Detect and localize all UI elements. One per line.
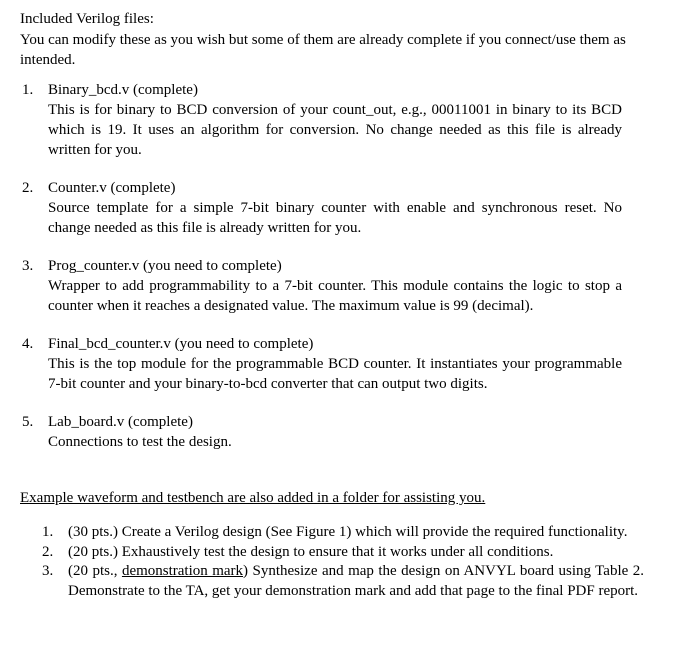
file-item-description: This is for binary to BCD conversion of your count_out, e.g., 00011001 in binary to its BCD which is 19. It uses an algorithm for conversion. No change needed as this file is already written for you. <box>48 102 622 158</box>
file-item-description: Connections to test the design. <box>48 434 232 450</box>
file-item-counter <box>22 178 622 238</box>
file-item-number: 5. <box>22 414 34 430</box>
task-text: (20 pts.) Exhaustively test the design to ensure that it works under all conditions. <box>68 543 554 560</box>
file-item-title: Final_bcd_counter.v (you need to complete) <box>48 336 314 352</box>
file-item-number: 2. <box>22 180 34 196</box>
example-section-heading: Example waveform and testbench are also added in a folder for assisting you. <box>20 490 486 506</box>
file-item-title: Binary_bcd.v (complete) <box>48 82 198 98</box>
file-item-description: Wrapper to add programmability to a 7-bit counter. This module contains the logic to stop a counter when it reaches a designated value. The maximum value is 99 (decimal). <box>48 278 622 314</box>
task-text-prefix: (20 pts., <box>68 563 122 579</box>
file-item-lab-board <box>22 412 622 452</box>
demonstration-mark-text: demonstration mark <box>121 563 244 579</box>
file-item-binary-bcd <box>22 80 622 160</box>
file-item-description: This is the top module for the programmable BCD counter. It instantiates your programmable 7-bit counter and your binary-to-bcd converter that can output two digits. <box>48 356 622 392</box>
intro-title: Included Verilog files: <box>20 11 154 27</box>
file-item-title: Prog_counter.v (you need to complete) <box>48 258 282 274</box>
file-item-number: 4. <box>22 336 34 352</box>
task-number: 2. <box>42 543 54 560</box>
document-page <box>20 10 660 70</box>
task-text: (30 pts.) Create a Verilog design (See Figure 1) which will provide the required functionality. <box>68 524 628 540</box>
file-item-title: Counter.v (complete) <box>48 180 176 196</box>
task-number: 3. <box>42 563 54 579</box>
file-item-number: 1. <box>22 82 34 98</box>
intro-section <box>20 10 660 70</box>
intro-body: You can modify these as you wish but some of them are already complete if you connect/use them as intended. <box>20 32 626 68</box>
file-item-final-bcd-counter <box>22 334 622 394</box>
task-text-suffix: ) Synthesize and map the design on ANVYL board using Table 2. Demonstrate to the TA, get your demonstration mark and add that page to the final PDF report. <box>68 563 644 599</box>
task-number: 1. <box>42 524 54 540</box>
task-item <box>42 543 644 563</box>
file-item-number: 3. <box>22 258 34 274</box>
verilog-file-list <box>22 80 622 452</box>
file-item-prog-counter <box>22 256 622 316</box>
task-item <box>42 523 644 543</box>
file-item-title: Lab_board.v (complete) <box>48 414 193 430</box>
task-list <box>42 523 644 601</box>
task-item <box>42 562 644 601</box>
file-item-description: Source template for a simple 7-bit binary counter with enable and synchronous reset. No change needed as this file is already written for you. <box>48 200 622 236</box>
